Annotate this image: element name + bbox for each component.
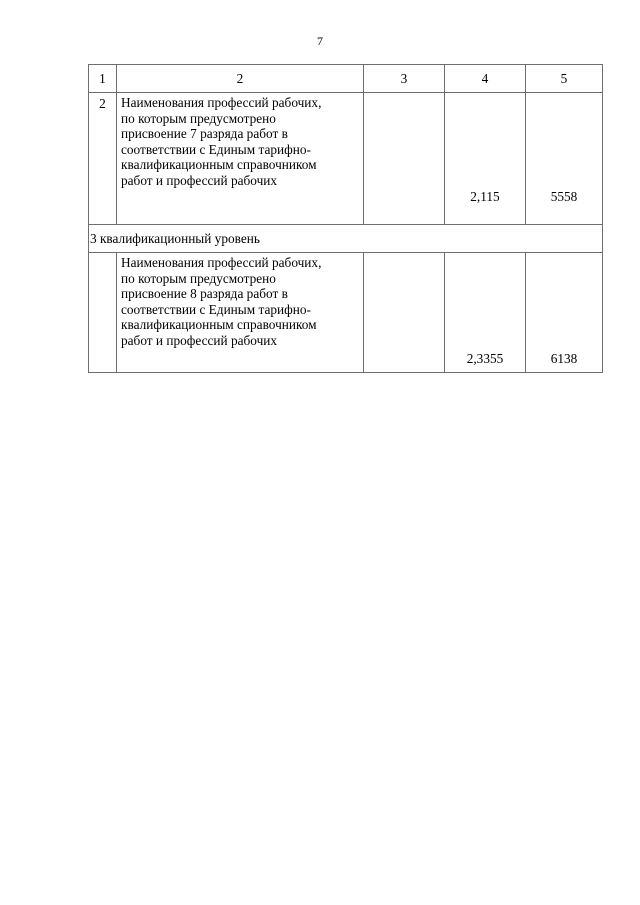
profession-name-line: работ и профессий рабочих — [121, 332, 278, 348]
profession-name-line: по которым предусмотрено — [121, 110, 276, 126]
profession-name-line: Наименования профессий рабочих, — [121, 255, 322, 270]
salary-table — [88, 64, 603, 373]
header-col-3: 3 — [364, 65, 445, 93]
profession-name-line: соответствии с Единым тарифно- — [121, 141, 311, 157]
profession-name — [117, 253, 364, 373]
col3-value — [364, 93, 445, 225]
profession-name-line: квалификационным справочником — [121, 317, 317, 333]
table-row — [89, 93, 603, 225]
salary-value: 5558 — [526, 93, 603, 225]
table-row — [89, 253, 603, 373]
profession-name-line: присвоение 8 разряда работ в — [121, 286, 288, 302]
salary-value: 6138 — [526, 253, 603, 373]
profession-name-line: Наименования профессий рабочих, — [121, 95, 322, 110]
header-col-1: 1 — [89, 65, 117, 93]
coefficient-value: 2,3355 — [445, 253, 526, 373]
profession-name-line: работ и профессий рабочих — [121, 172, 278, 188]
coefficient-value: 2,115 — [445, 93, 526, 225]
section-row — [89, 225, 603, 253]
row-number — [89, 253, 117, 373]
profession-name-line: квалификационным справочником — [121, 157, 317, 173]
row-number: 2 — [89, 93, 117, 225]
profession-name-line: по которым предусмотрено — [121, 270, 276, 286]
col3-value — [364, 253, 445, 373]
table-header-row — [89, 65, 603, 93]
profession-name-line: присвоение 7 разряда работ в — [121, 126, 288, 142]
profession-name-line: соответствии с Единым тарифно- — [121, 301, 311, 317]
header-col-5: 5 — [526, 65, 603, 93]
header-col-2: 2 — [117, 65, 364, 93]
profession-name — [117, 93, 364, 225]
page-number: 7 — [317, 34, 323, 48]
section-title: 3 квалификационный уровень — [89, 225, 603, 253]
header-col-4: 4 — [445, 65, 526, 93]
